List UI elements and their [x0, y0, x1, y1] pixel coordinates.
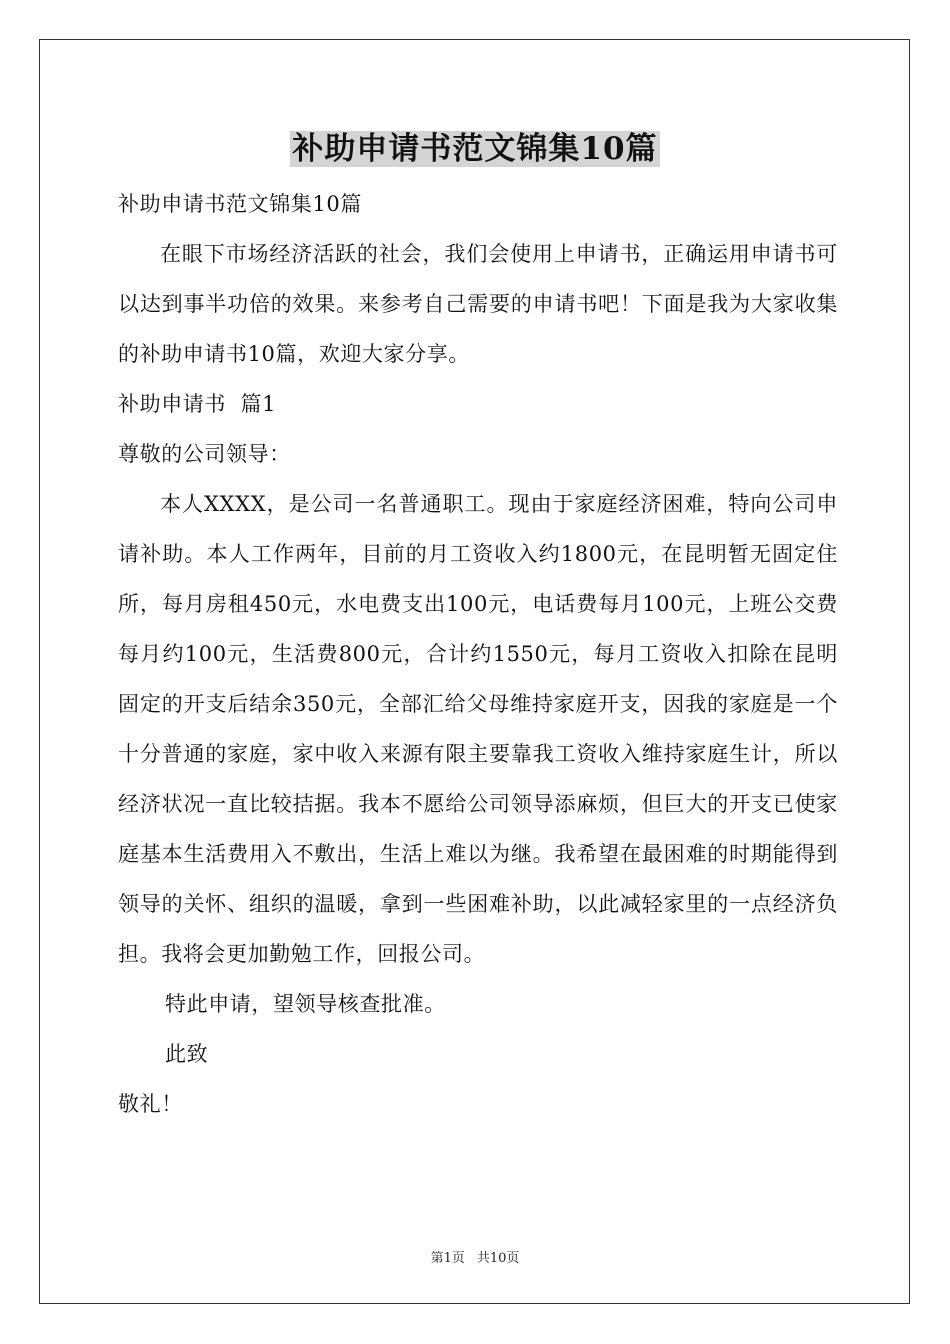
- document-body: [118, 179, 838, 1129]
- salutation: 尊敬的公司领导：: [118, 442, 291, 466]
- document-title-text: 补助申请书范文锦集10篇: [292, 131, 658, 167]
- intro-text: 在眼下市场经济活跃的社会，我们会使用上申请书，正确运用申请书可以达到事半功倍的效果。来参考自己需要的申请书吧！下面是我为大家收集的补助申请书10篇，欢迎大家分享。: [118, 242, 838, 366]
- page-footer: [0, 1247, 950, 1266]
- page-number: 第1页: [430, 1251, 465, 1266]
- body-text: 本人XXXX，是公司一名普通职工。现由于家庭经济困难，特向公司申请补助。本人工作两年，目前的月工资收入约1800元，在昆明暂无固定住所，每月房租450元，水电费支出100元，电话费每月100元，上班公交费每月约100元，生活费800元，合计约1550元，每月工资收入扣除在昆明固定的开支后结余350元，全部汇给父母维持家庭开支，因我的家庭是一个十分普通的家庭，家中收入来源有限主要靠我工资收入维持家庭生计，所以经济状况一直比较拮据。我本不愿给公司领导添麻烦，但巨大的开支已使家庭基本生活费用入不敷出，生活上难以为继。我希望在最困难的时期能得到领导的关怀、组织的温暖，拿到一些困难补助，以此减轻家里的一点经济负担。我将会更加勤勉工作，回报公司。: [118, 492, 838, 966]
- page-total: 共10页: [476, 1251, 520, 1266]
- body-paragraph: [118, 479, 838, 979]
- document-title: [0, 127, 950, 171]
- section-heading: 补助申请书 篇1: [118, 392, 277, 416]
- subtitle: 补助申请书范文锦集10篇: [118, 192, 362, 216]
- intro-paragraph: [118, 229, 838, 379]
- closing-line-2: 敬礼！: [118, 1092, 183, 1116]
- request-line: 特此申请，望领导核查批准。: [165, 992, 446, 1016]
- closing-line-1: 此致: [165, 1042, 209, 1066]
